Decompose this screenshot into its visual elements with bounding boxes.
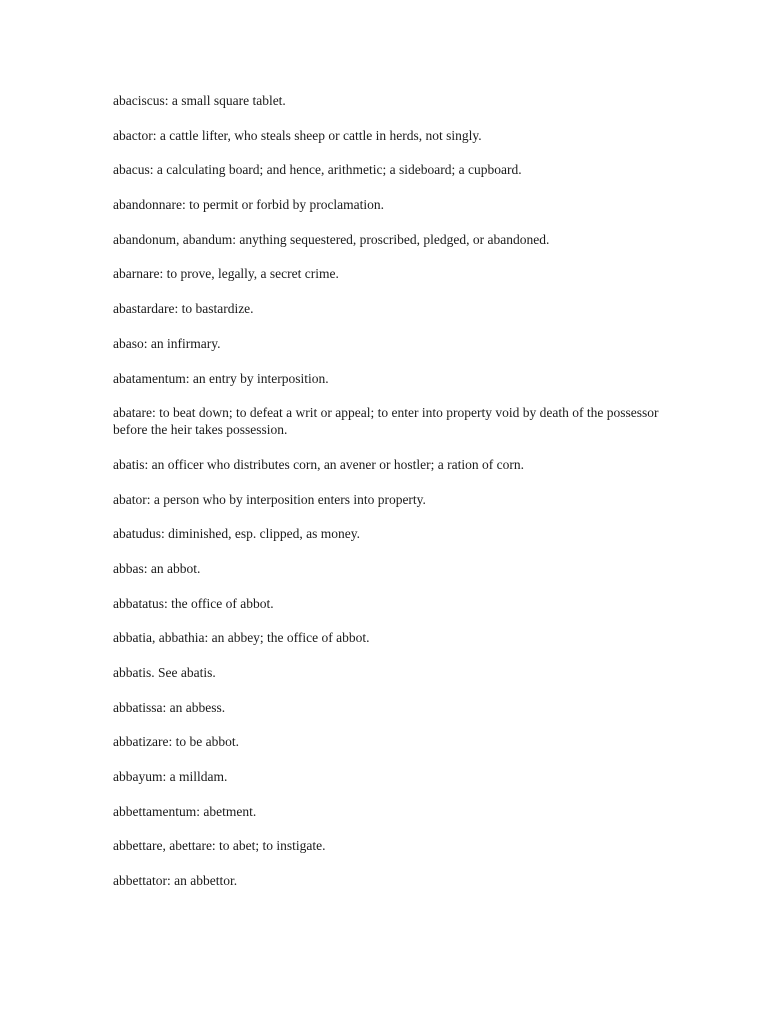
glossary-entry: abbettamentum: abetment. [113,803,257,819]
glossary-entry: abacus: a calculating board; and hence, arithmetic; a sideboard; a cupboard. [113,162,522,178]
glossary-entry: abbettator: an abbettor. [113,873,238,889]
glossary-entry: abbatia, abbathia: an abbey; the office of abbot. [113,630,370,646]
glossary-entry: abatis: an officer who distributes corn, an avener or hostler; a ration of corn. [113,456,524,472]
glossary-entry: abbettare, abettare: to abet; to instigate. [113,838,326,854]
glossary-entry: abaso: an infirmary. [113,335,221,351]
glossary-entry: abaciscus: a small square tablet. [113,93,286,108]
glossary-entry: abator: a person who by interposition enters into property. [113,491,426,507]
glossary-entry: abarnare: to prove, legally, a secret crime. [113,266,339,282]
glossary-entry: abandonnare: to permit or forbid by proclamation. [113,197,385,213]
glossary-entry: abatamentum: an entry by interposition. [113,370,329,386]
glossary-entry: abbas: an abbot. [113,560,201,576]
glossary-entry: abastardare: to bastardize. [113,301,254,317]
glossary-entry: abbatizare: to be abbot. [113,734,239,750]
glossary-entry: abbatissa: an abbess. [113,699,226,715]
glossary-entry: abatudus: diminished, esp. clipped, as money. [113,526,360,542]
glossary-entry: abatare: to beat down; to defeat a writ or appeal; to enter into property void by death of the possessor before the heir takes possession. [113,405,659,438]
glossary-entry: abbayum: a milldam. [113,769,228,785]
glossary-entry: abbatis. See abatis. [113,665,216,680]
glossary-entry: abandonum, abandum: anything sequestered, proscribed, pledged, or abandoned. [113,231,550,247]
glossary-entry: abactor: a cattle lifter, who steals sheep or cattle in herds, not singly. [113,127,482,143]
glossary-entry: abbatatus: the office of abbot. [113,595,274,611]
glossary-entry-list [113,92,673,907]
